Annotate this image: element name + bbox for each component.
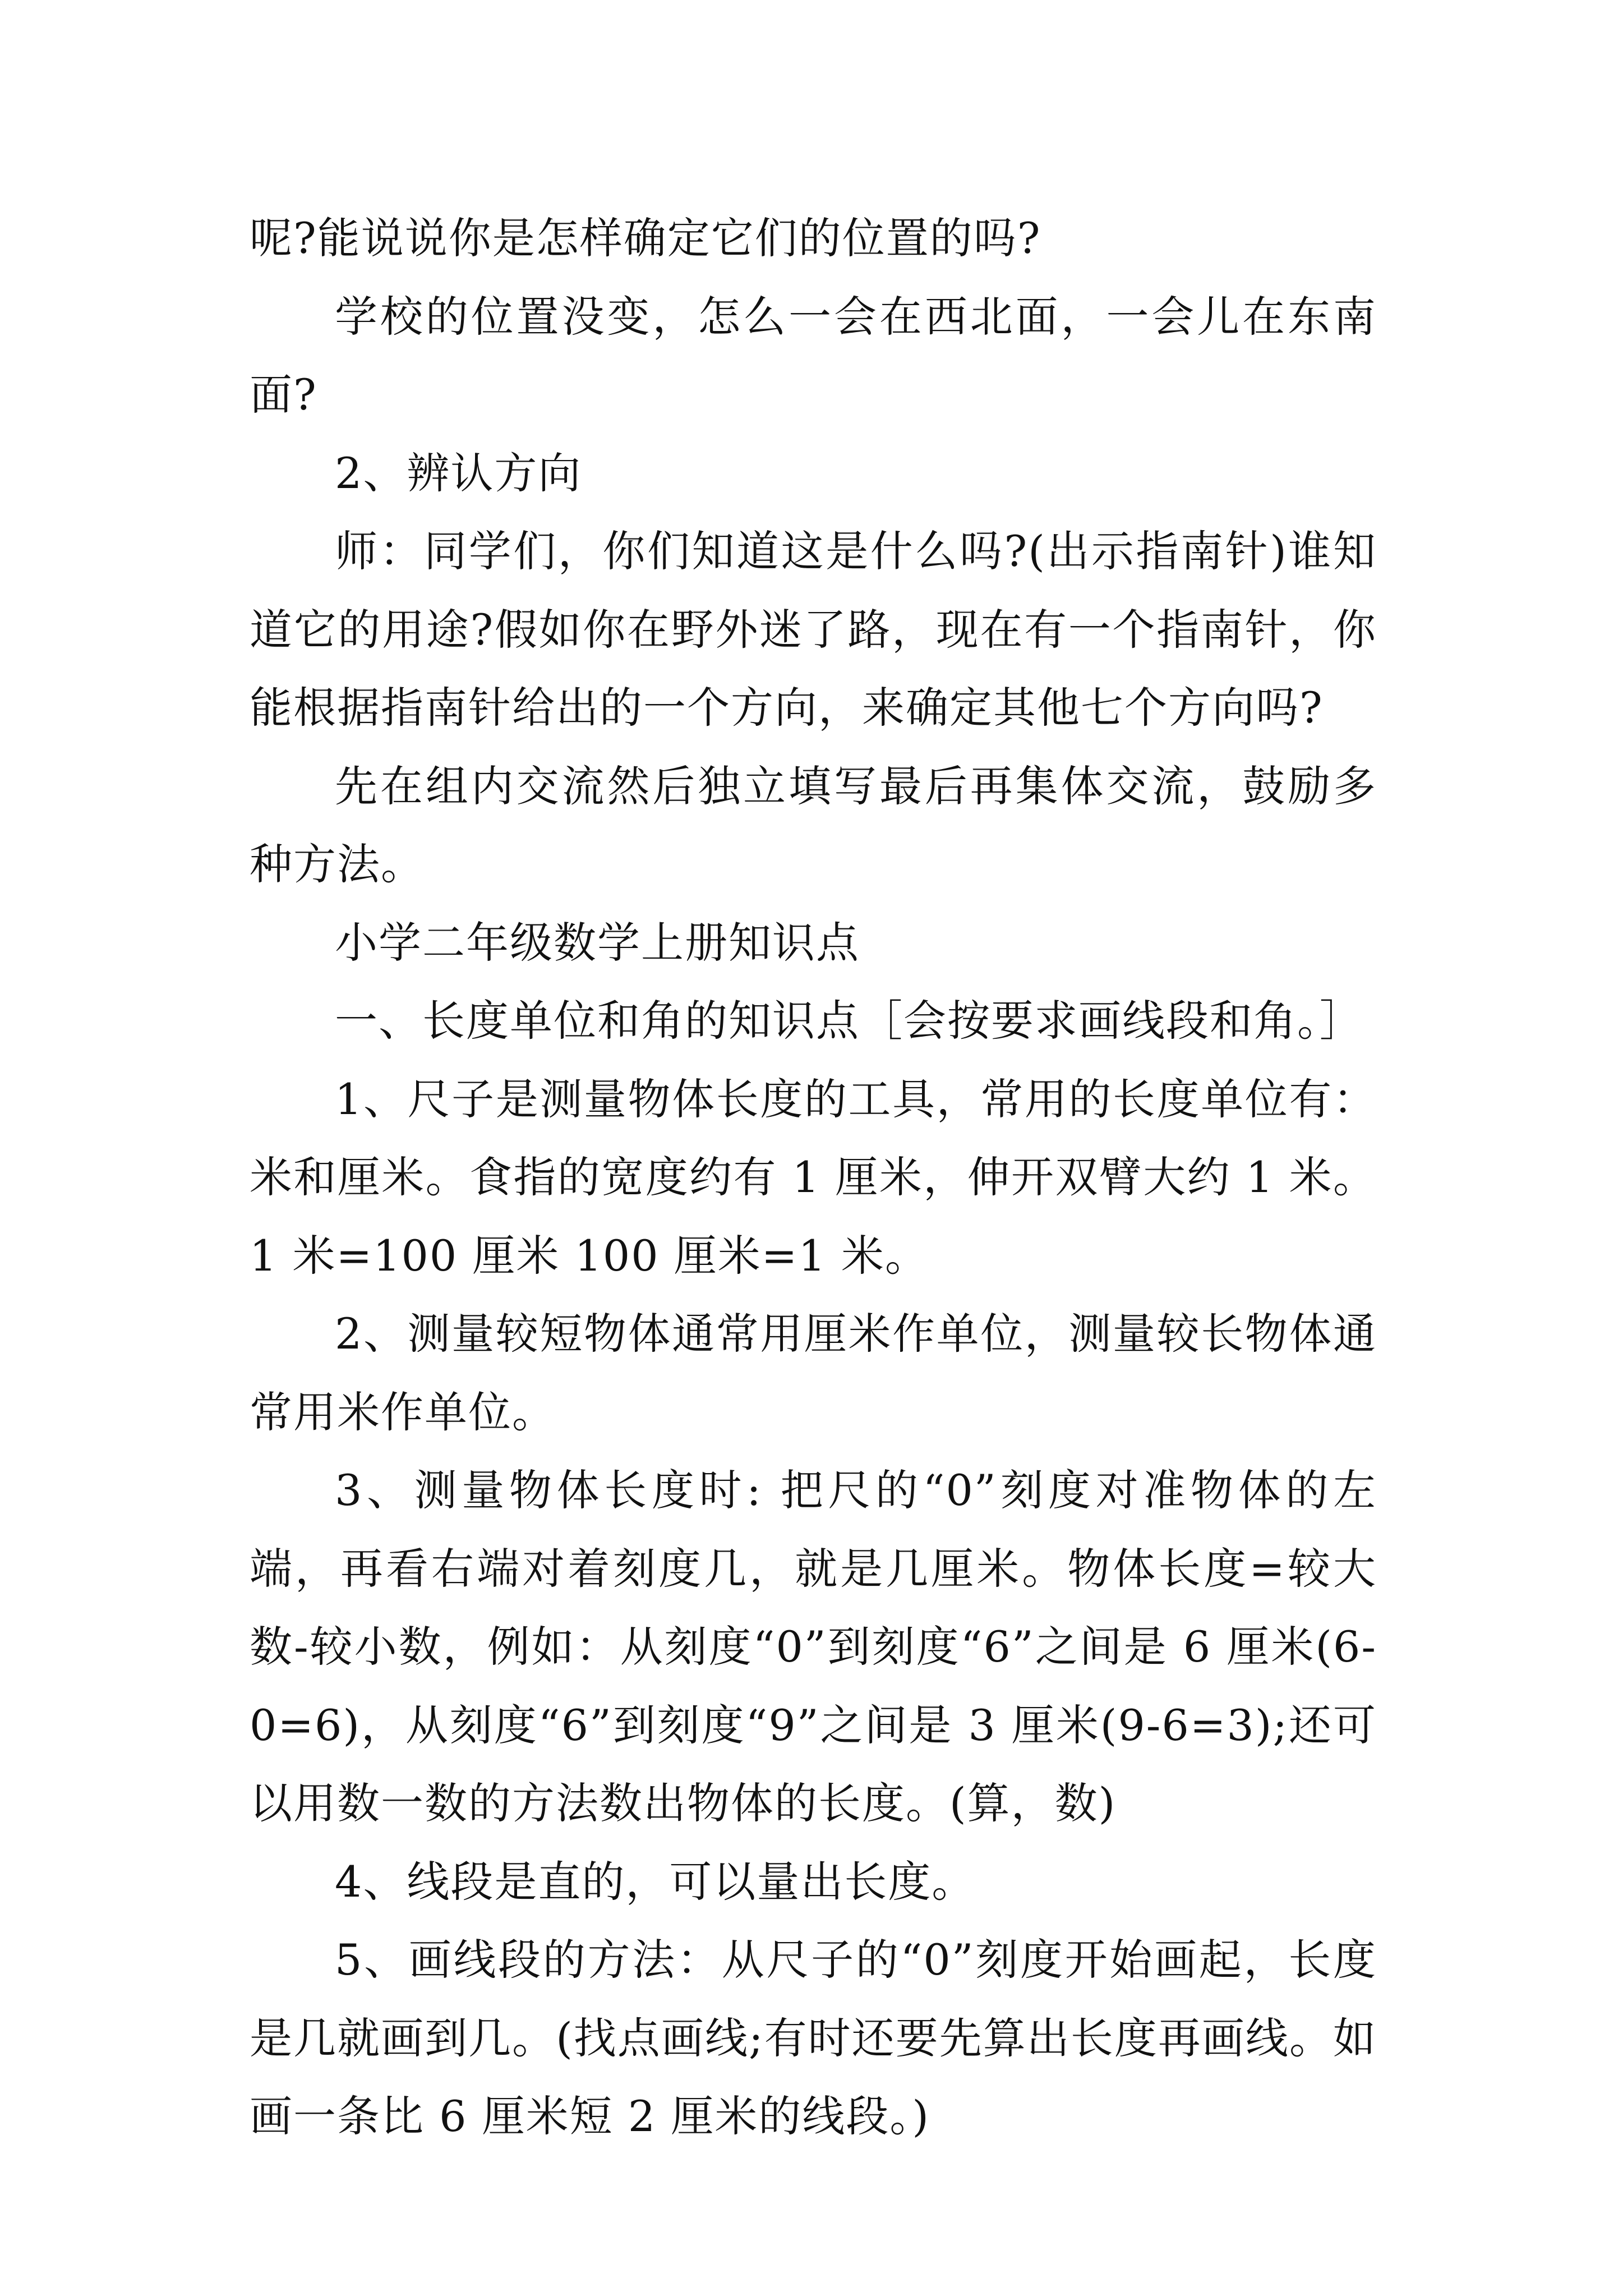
paragraph: 5、画线段的方法：从尺子的“0”刻度开始画起，长度是几就画到几。(找点画线;有时还要先算出长度再画线。如画一条比 6 厘米短 2 厘米的线段。) bbox=[250, 1935, 1377, 2141]
paragraph: 1、尺子是测量物体长度的工具，常用的长度单位有：米和厘米。食指的宽度约有 1 厘米，伸开双臂大约 1 米。1 米=100 厘米 100 厘米=1 米。 bbox=[250, 1074, 1377, 1281]
paragraph: 先在组内交流然后独立填写最后再集体交流，鼓励多种方法。 bbox=[250, 761, 1377, 889]
section-heading: 一、长度单位和角的知识点［会按要求画线段和角。］ bbox=[335, 996, 1363, 1046]
document-title: 小学二年级数学上册知识点 bbox=[335, 917, 860, 968]
paragraph: 师：同学们，你们知道这是什么吗?(出示指南针)谁知道它的用途?假如你在野外迷了路，现在有一个指南针，你能根据指南针给出的一个方向，来确定其他七个方向吗? bbox=[250, 526, 1377, 733]
document-body bbox=[250, 199, 1377, 2156]
paragraph-continuation: 呢?能说说你是怎样确定它们的位置的吗? bbox=[250, 213, 1041, 263]
paragraph: 2、测量较短物体通常用厘米作单位，测量较长物体通常用米作单位。 bbox=[250, 1309, 1377, 1437]
paragraph: 3、测量物体长度时: 把尺的“0”刻度对准物体的左端，再看右端对着刻度几，就是几厘米。物体长度=较大数-较小数，例如：从刻度“0”到刻度“6”之间是 6 厘米(6-0=6)，从刻度“6”到刻度“9”之间是 3 厘米(9-6=3);还可以用数一数的方法数出物体的长度。(算，数) bbox=[250, 1465, 1377, 1828]
paragraph: 4、线段是直的，可以量出长度。 bbox=[335, 1856, 976, 1907]
section-heading: 2、辨认方向 bbox=[335, 448, 582, 498]
paragraph: 学校的位置没变，怎么一会在西北面，一会儿在东南面? bbox=[250, 291, 1377, 420]
